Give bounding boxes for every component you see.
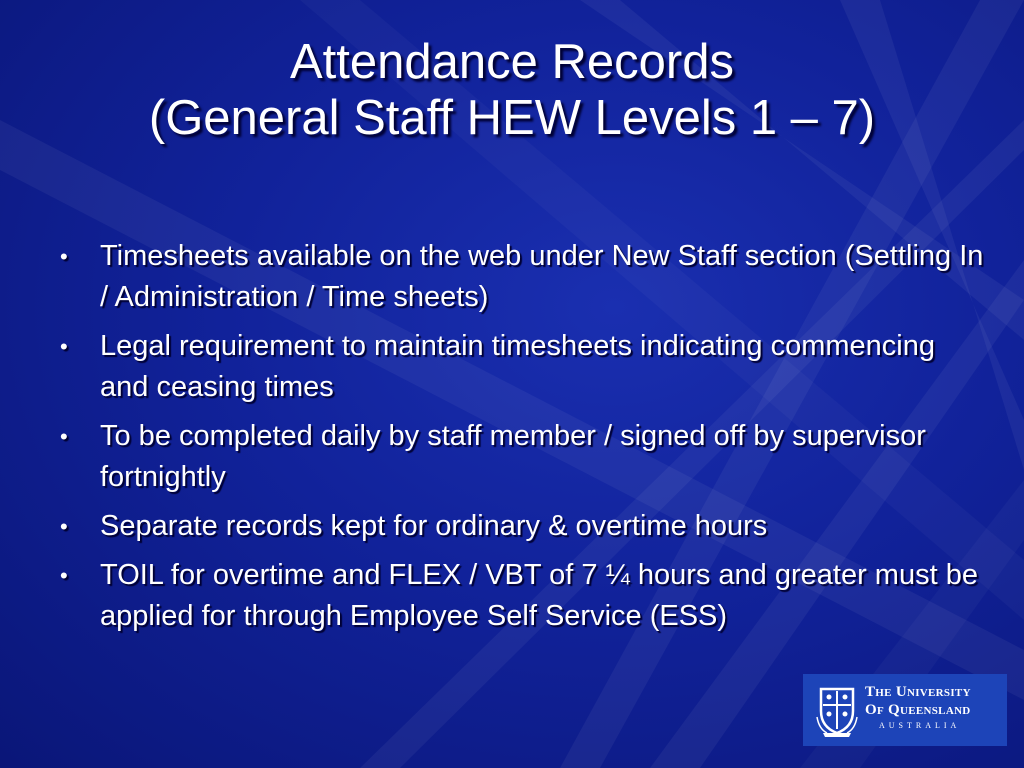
bullet-dot-icon: • [60,563,68,588]
bullet-dot-icon: • [60,424,68,449]
logo-line-1: The University [865,684,971,700]
slide-title-line-2: (General Staff HEW Levels 1 – 7) [148,91,876,145]
bullet-item [60,555,990,637]
bullet-text: Timesheets available on the web under New Staff section (Settling In / Administration / Time sheets) [100,240,984,313]
slide-title-line-1: Attendance Records [290,35,734,89]
logo-country: AUSTRALIA [879,721,961,730]
university-crest-icon [815,683,859,737]
bullet-item [60,506,990,547]
bullet-text: To be completed daily by staff member / signed off by supervisor fortnightly [100,420,926,493]
bullet-item [60,326,990,408]
logo-text [865,683,971,733]
university-logo [803,674,1007,746]
bullet-text: Separate records kept for ordinary & overtime hours [100,510,768,542]
bullet-item [60,416,990,498]
bullet-text: Legal requirement to maintain timesheets indicating commencing and ceasing times [100,330,935,403]
bullet-dot-icon: • [60,514,68,539]
bullet-dot-icon: • [60,244,68,269]
bullet-text: TOIL for overtime and FLEX / VBT of 7 ¼ hours and greater must be applied for through Employee Self Service (ESS) [100,559,978,632]
logo-line-2: Of Queensland [865,702,971,718]
bullet-dot-icon: • [60,334,68,359]
bullet-list [60,236,990,645]
slide-title [0,34,1024,146]
bullet-item [60,236,990,318]
